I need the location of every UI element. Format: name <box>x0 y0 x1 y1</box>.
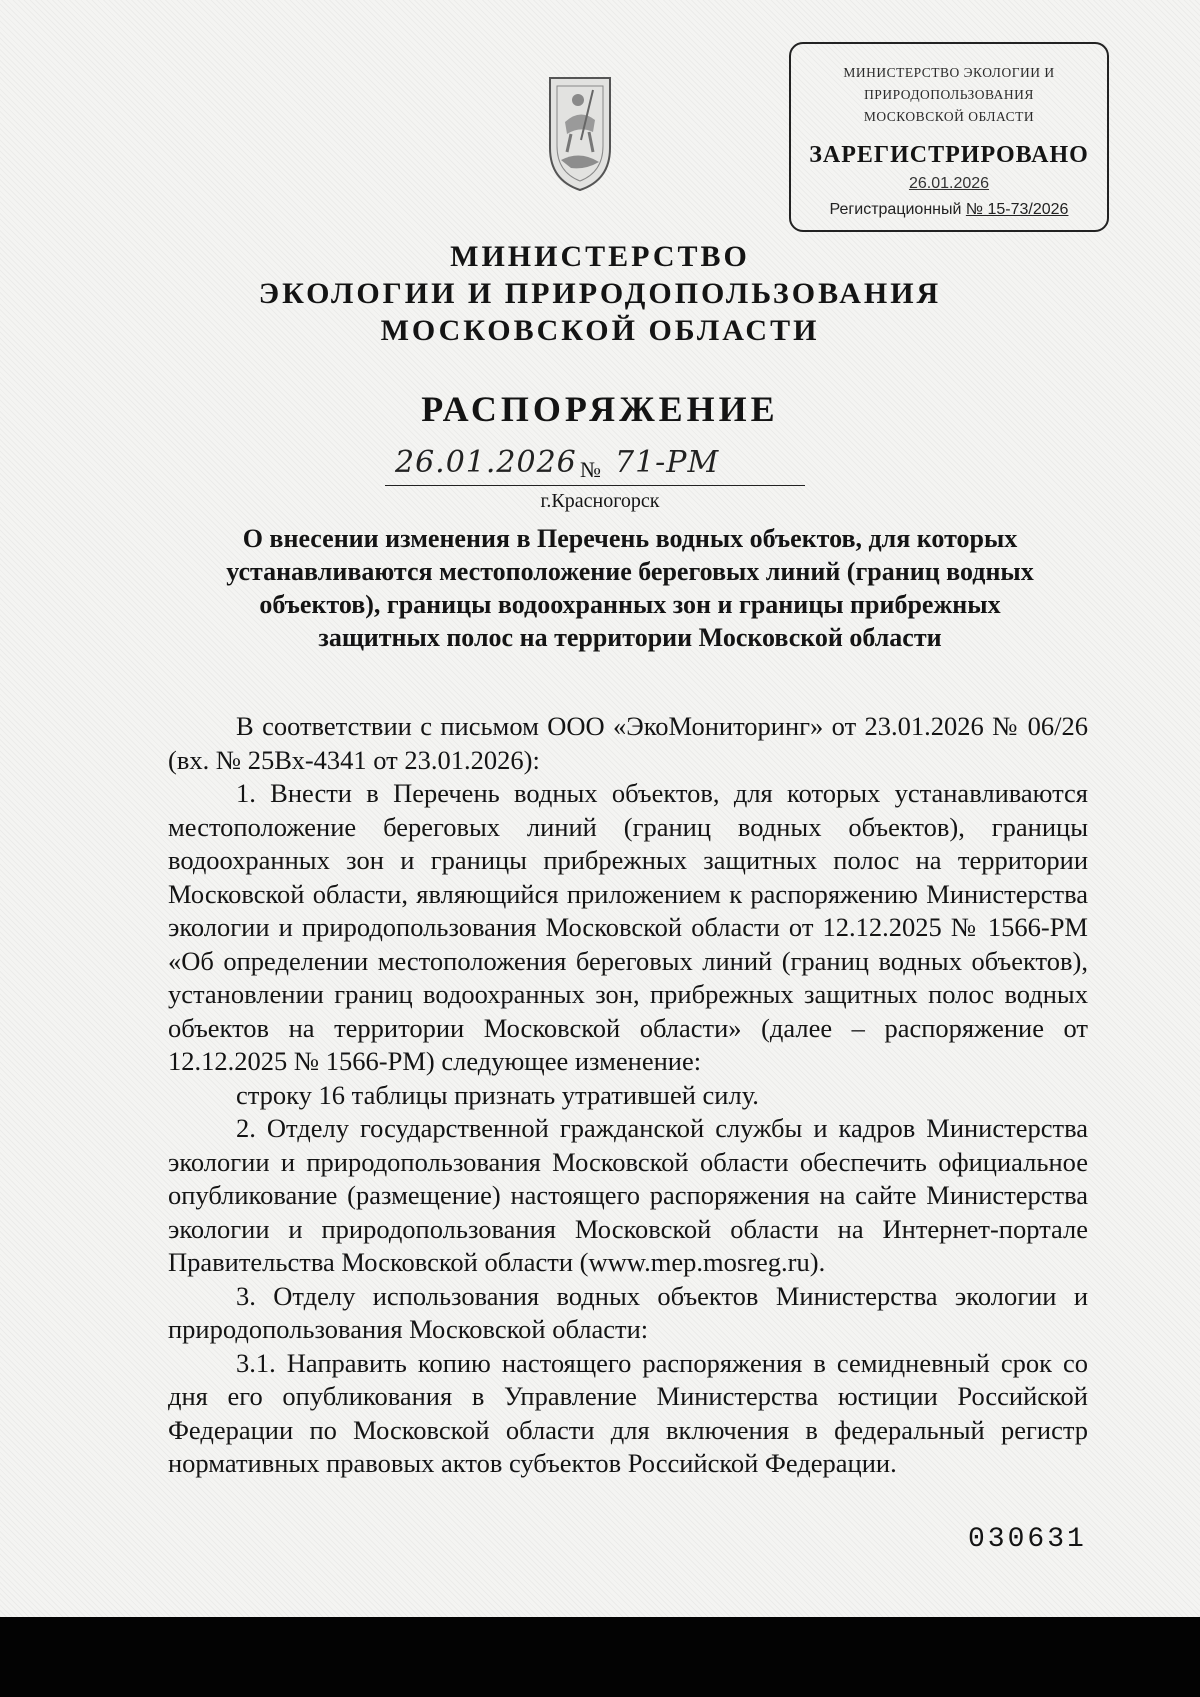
document-type-title: РАСПОРЯЖЕНИЕ <box>421 389 779 429</box>
handwritten-date: 26.01.2026 <box>395 445 577 480</box>
document-body <box>168 710 1088 1481</box>
body-paragraph-1: 1. Внести в Перечень водных объектов, для которых устанавливаются местоположение береговых линий (границ водных объектов), границы водоохранных зон и границы прибрежных защитных полос на территории Московской области, являющийся приложением к распоряжению Министерства экологии и природопользования Московской области от 12.12.2025 № 1566-РМ «Об определении местоположения береговых линий (границ водных объектов), установлении границ водоохранных зон, прибрежных защитных полос водных объектов на территории Московской области» (далее – распоряжение от 12.12.2025 № 1566-РМ) следующее изменение: <box>168 778 1088 1076</box>
page-code: 030631 <box>968 1524 1087 1555</box>
scan-bottom-bar <box>0 1617 1200 1697</box>
stamp-registration-number: Регистрационный № 15-73/2026 <box>829 201 1069 218</box>
body-paragraph-3: 3. Отделу использования водных объектов Министерства экологии и природопользования Московской области: <box>168 1280 1088 1344</box>
city-label: г.Красногорск <box>540 490 660 512</box>
date-number-line <box>385 445 805 486</box>
body-paragraph-2: 2. Отделу государственной гражданской службы и кадров Министерства экологии и природопользования Московской области обеспечить официальное опубликование (размещение) настоящего распоряжения на сайте Министерства экологии и природопользования Московской области на Интернет-портале Правительства Московской области (www.mep.mosreg.ru). <box>168 1113 1088 1277</box>
document-subject: О внесении изменения в Перечень водных объектов, для которых устанавливаются местоположение береговых линий (границ водных объектов), границы водоохранных зон и границы прибрежных защитных полос на территории Московской области <box>226 524 1034 652</box>
stamp-status: ЗАРЕГИСТРИРОВАНО <box>809 142 1089 168</box>
body-paragraph-preamble: В соответствии с письмом ООО «ЭкоМониторинг» от 23.01.2026 № 06/26 (вх. № 25Вх-4341 от 23.01.2026): <box>168 711 1088 775</box>
body-paragraph-1-change: строку 16 таблицы признать утратившей силу. <box>236 1079 759 1110</box>
number-sign: № <box>580 457 601 482</box>
ministry-heading: МИНИСТЕРСТВО ЭКОЛОГИИ И ПРИРОДОПОЛЬЗОВАНИЯ МОСКОВСКОЙ ОБЛАСТИ <box>258 240 942 347</box>
handwritten-number: 71-РМ <box>615 445 720 480</box>
body-paragraph-3-1: 3.1. Направить копию настоящего распоряжения в семидневный срок со дня его опубликования в Управление Министерства юстиции Российской Федерации по Московской области для включения в федеральный регистр нормативных правовых актов субъектов Российской Федерации. <box>168 1347 1088 1478</box>
coat-of-arms-emblem <box>545 70 615 192</box>
stamp-date: 26.01.2026 <box>908 175 990 192</box>
registration-stamp <box>789 42 1109 232</box>
stamp-organization: МИНИСТЕРСТВО ЭКОЛОГИИ И ПРИРОДОПОЛЬЗОВАНИЯ МОСКОВСКОЙ ОБЛАСТИ <box>843 65 1055 124</box>
